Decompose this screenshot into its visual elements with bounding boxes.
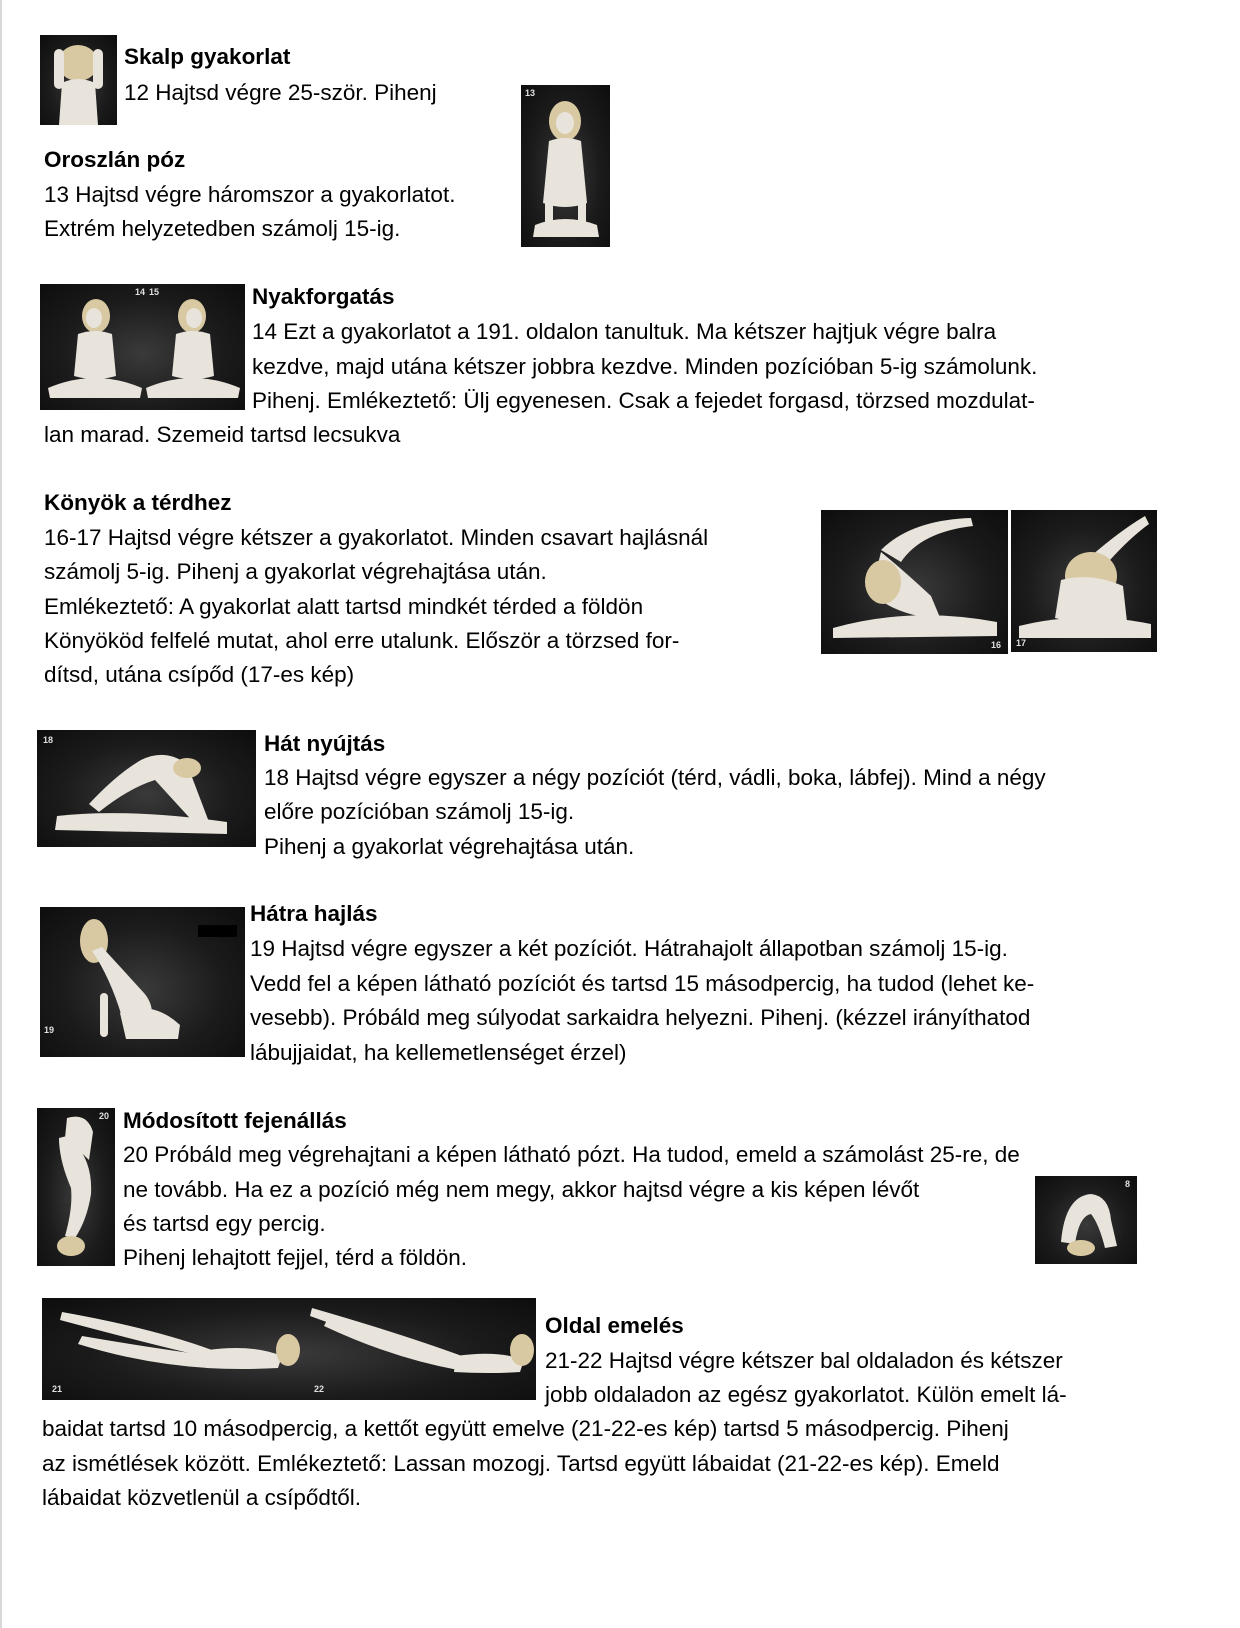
section-text-line: az ismétlések között. Emlékeztető: Lassan mozogj. Tartsd együtt lábaidat (21-22-es kép). Emeld: [42, 1451, 1000, 1476]
section-text-line: és tartsd egy percig.: [123, 1211, 326, 1236]
photo-number: 16: [991, 640, 1002, 650]
section-title: Módosított fejenállás: [123, 1108, 347, 1133]
backbend-photo: [40, 907, 245, 1057]
section-text-line: 12 Hajtsd végre 25-ször. Pihenj: [124, 80, 437, 105]
section-title: Skalp gyakorlat: [124, 44, 291, 69]
section-title: Oroszlán póz: [44, 147, 186, 172]
side-leg-raise-photos: [42, 1298, 536, 1400]
section-text-line: lábujjaidat, ha kellemetlenséget érzel): [250, 1040, 627, 1065]
elbow-to-knee-photo-16: [821, 510, 1008, 654]
photo-number: 19: [44, 1025, 55, 1035]
section-text-line: előre pozícióban számolj 15-ig.: [264, 799, 575, 824]
section-text-line: Könyököd felfelé mutat, ahol erre utalunk. Először a törzsed for-: [44, 628, 680, 653]
section-text-line: lábaidat közvetlenül a csípődtől.: [42, 1485, 361, 1510]
photo-number: 17: [1016, 638, 1027, 648]
photo-number: 8: [1125, 1179, 1131, 1189]
section-text-line: 14 Ezt a gyakorlatot a 191. oldalon tanultuk. Ma kétszer hajtjuk végre balra: [252, 319, 997, 344]
photo-number: 18: [43, 735, 54, 745]
section-text-line: 18 Hajtsd végre egyszer a négy pozíciót (térd, vádli, boka, lábfej). Mind a négy: [264, 765, 1046, 790]
section-text-line: 19 Hajtsd végre egyszer a két pozíciót. Hátrahajolt állapotban számolj 15-ig.: [250, 936, 1008, 961]
photo-number: 22: [314, 1384, 325, 1394]
section-text-line: jobb oldaladon az egész gyakorlatot. Külön emelt lá-: [545, 1382, 1067, 1407]
section-text-line: Vedd fel a képen látható pozíciót és tartsd 15 másodpercig, ha tudod (lehet ke-: [250, 971, 1035, 996]
elbow-to-knee-photo-17: [1011, 510, 1157, 652]
section-title: Nyakforgatás: [252, 284, 395, 309]
section-text-line: Emlékeztető: A gyakorlat alatt tartsd mindkét térded a földön: [44, 594, 644, 619]
section-text-line: Pihenj. Emlékeztető: Ülj egyenesen. Csak a fejedet forgasd, törzsed mozdulat-: [252, 388, 1035, 413]
section-title: Könyök a térdhez: [44, 490, 232, 515]
photo-number: 14: [135, 287, 146, 297]
section-title: Hátra hajlás: [250, 901, 378, 926]
page-edge: [0, 0, 2, 1628]
section-text-line: Extrém helyzetedben számolj 15-ig.: [44, 216, 401, 241]
photo-number: 21: [52, 1384, 63, 1394]
lion-pose-photo: [521, 85, 610, 247]
section-text-line: 13 Hajtsd végre háromszor a gyakorlatot.: [44, 182, 456, 207]
section-text-line: baidat tartsd 10 másodpercig, a kettőt együtt emelve (21-22-es kép) tartsd 5 másodpercig. Pihenj: [42, 1416, 1009, 1441]
section-text-line: dítsd, utána csípőd (17-es kép): [44, 662, 355, 687]
section-text-line: Pihenj a gyakorlat végrehajtása után.: [264, 834, 635, 859]
section-title: Oldal emelés: [545, 1313, 684, 1338]
scalp-exercise-photo: [40, 35, 117, 125]
section-text-line: Pihenj lehajtott fejjel, térd a földön.: [123, 1245, 467, 1270]
photo-number: 13: [525, 88, 536, 98]
back-stretch-photo: [37, 730, 256, 847]
section-text-line: kezdve, majd utána kétszer jobbra kezdve. Minden pozícióban 5-ig számolunk.: [252, 354, 1038, 379]
photo-number: 20: [99, 1111, 110, 1121]
section-text-line: számolj 5-ig. Pihenj a gyakorlat végrehajtása után.: [44, 559, 547, 584]
section-text-line: 21-22 Hajtsd végre kétszer bal oldaladon és kétszer: [545, 1348, 1063, 1373]
section-text-line: ne tovább. Ha ez a pozíció még nem megy, akkor hajtsd végre a kis képen lévőt: [123, 1177, 920, 1202]
section-text-line: lan marad. Szemeid tartsd lecsukva: [44, 422, 401, 447]
headstand-small-photo: [1035, 1176, 1137, 1264]
section-text-line: vesebb). Próbáld meg súlyodat sarkaidra helyezni. Pihenj. (kézzel irányíthatod: [250, 1005, 1031, 1030]
section-text-line: 20 Próbáld meg végrehajtani a képen látható pózt. Ha tudod, emeld a számolást 25-re, de: [123, 1142, 1020, 1167]
section-text-line: 16-17 Hajtsd végre kétszer a gyakorlatot. Minden csavart hajlásnál: [44, 525, 709, 550]
photo-number: 15: [149, 287, 160, 297]
black-bar-mark: [198, 925, 237, 937]
section-title: Hát nyújtás: [264, 731, 386, 756]
modified-headstand-photo: [37, 1108, 115, 1266]
neck-rotation-photos: [40, 284, 245, 410]
